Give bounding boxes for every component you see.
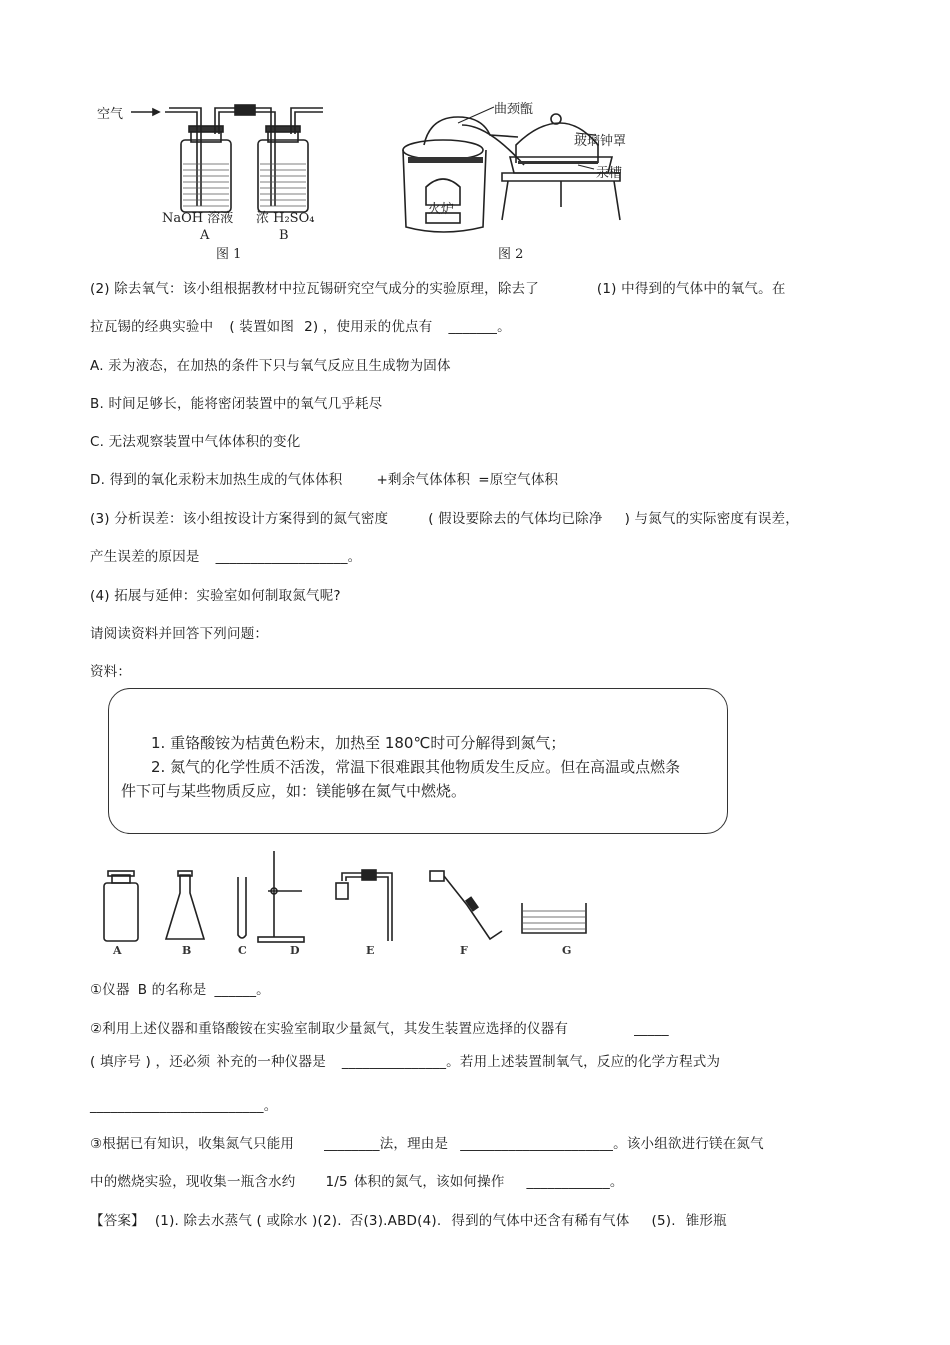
info-box [108, 688, 728, 834]
bottle-b-letter: B [279, 228, 289, 243]
info-line-3: 件下可与某些物质反应，如：镁能够在氮气中燃烧。 [121, 782, 467, 800]
bottle-a-letter: A [200, 228, 210, 243]
question-2-line-2: ( 填序号 ) ，还必须 补充的一种仪器是 _______________。若用上述装置制氧气，反应的化学方程式为 [90, 1054, 721, 1070]
bottle-a-reagent: NaOH 溶液 [162, 211, 234, 226]
instruments-figure [92, 845, 592, 945]
air-label: 空气 [97, 107, 124, 122]
read-instruction: 请阅读资料并回答下列问题： [90, 626, 269, 642]
instrument-label-e: E [366, 944, 375, 957]
instrument-label-d: D [290, 944, 300, 957]
ziliao-label: 资料： [90, 664, 132, 680]
option-b: B. 时间足够长，能将密闭装置中的氧气几乎耗尽 [90, 396, 383, 412]
figure-1-gas-washing-bottles [95, 100, 355, 260]
bell-jar-label: 玻璃钟罩 [574, 134, 627, 149]
option-a: A. 汞为液态，在加热的条件下只与氧气反应且生成物为固体 [90, 358, 451, 374]
info-line-1: 1. 重铬酸铵为桔黄色粉末，加热至 180℃时可分解得到氮气； [151, 734, 566, 752]
question-2-line-1: ②利用上述仪器和重铬酸铵在实验室制取少量氮气，其发生装置应选择的仪器有 _____ [90, 1021, 669, 1037]
instrument-a-bottle [104, 883, 138, 941]
q2-line-1: (2) 除去氧气：该小组根据教材中拉瓦锡研究空气成分的实验原理，除去了 (1) 中得到的气体中的氧气。在 [90, 281, 786, 297]
question-1: ①仪器 B 的名称是 ______。 [90, 982, 270, 998]
instrument-label-f: F [460, 944, 468, 957]
q3-line-2: 产生误差的原因是 ___________________。 [90, 549, 362, 565]
option-c: C. 无法观察装置中气体体积的变化 [90, 434, 301, 450]
answer-line: 【答案】 (1). 除去水蒸气 ( 或除水 )(2). 否(3).ABD(4). 得到的气体中还含有稀有气体 (5). 锥形瓶 [90, 1213, 727, 1229]
question-3-line-2: 中的燃烧实验，现收集一瓶含水约 1/5 体积的氮气，该如何操作 ____________。 [90, 1174, 624, 1190]
info-line-2: 2. 氮气的化学性质不活泼，常温下很难跟其他物质发生反应。但在高温或点燃条 [151, 758, 681, 776]
retort-label: 曲颈甑 [494, 102, 534, 117]
figure-1-caption: 图 1 [216, 247, 242, 262]
q2-line-2: 拉瓦锡的经典实验中 ( 装置如图 2) ，使用汞的优点有 _______。 [90, 319, 511, 335]
instrument-label-c: C [238, 944, 247, 957]
bottle-b-reagent: 浓 H₂SO₄ [256, 211, 315, 226]
question-2-line-3: _________________________。 [90, 1098, 278, 1114]
instrument-label-a: A [113, 944, 122, 957]
q4-line: (4) 拓展与延伸：实验室如何制取氮气呢? [90, 588, 341, 604]
mercury-trough-label: 汞槽 [596, 166, 623, 181]
question-3-line-1: ③根据已有知识，收集氮气只能用 ________法，理由是 ______________________。该小组欲进行镁在氮气 [90, 1136, 764, 1152]
instrument-c-tube [238, 877, 246, 938]
instrument-b-flask [166, 875, 204, 939]
figure-2-caption: 图 2 [498, 247, 524, 262]
option-d: D. 得到的氧化汞粉末加热生成的气体体积 +剩余气体体积 =原空气体积 [90, 472, 559, 488]
instrument-label-g: G [562, 944, 572, 957]
instrument-label-b: B [182, 944, 192, 957]
q3-line-1: (3) 分析误差：该小组按设计方案得到的氮气密度 ( 假设要除去的气体均已除净 ) 与氮气的实际密度有误差， [90, 511, 799, 527]
furnace-label: 火炉 [428, 202, 455, 217]
